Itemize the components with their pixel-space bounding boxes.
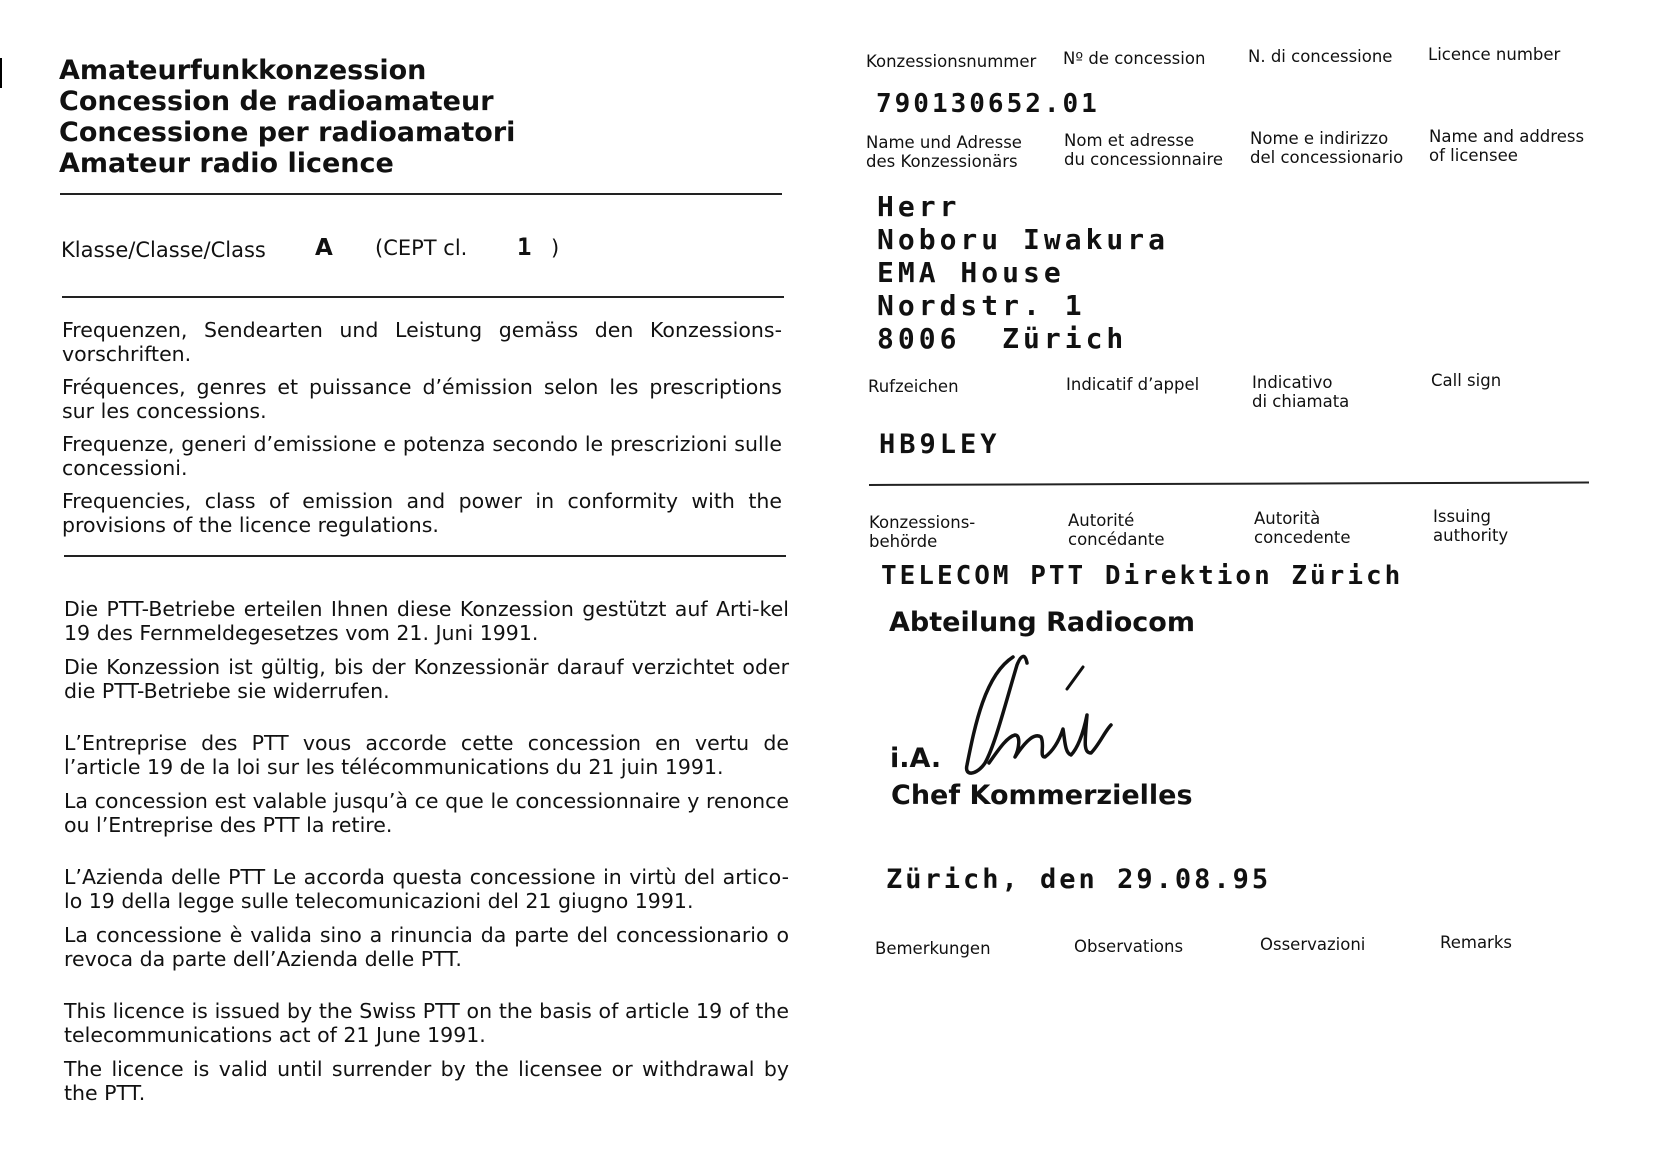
frequency-para-en: Frequencies, class of emission and power in conformity with the provisions of the licence regulations. (62, 489, 782, 537)
class-value: A (315, 235, 333, 261)
legal-para-de-1: Die PTT-Betriebe erteilen Ihnen diese Konzession gestützt auf Arti-kel 19 des Fernmeldegesetzes vom 21. Juni 1991. (64, 597, 789, 645)
legal-para-en-1: This licence is issued by the Swiss PTT on the basis of article 19 of the telecommunications act of 21 June 1991. (64, 999, 789, 1047)
title-german: Amateurfunkkonzession (59, 55, 427, 86)
address-city: 8006 Zürich (877, 322, 1128, 355)
label-konzessionsnummer: Konzessionsnummer (866, 52, 1037, 71)
title-french: Concession de radioamateur (59, 86, 494, 117)
legal-para-it-2: La concessione è valida sino a rinuncia da parte del concessionario o revoca da parte dell’Azienda delle PTT. (64, 923, 789, 971)
frequency-para-it: Frequenze, generi d’emissione e potenza secondo le prescrizioni sulle concessioni. (62, 432, 782, 480)
label-name-address: Name and address of licensee (1429, 127, 1585, 165)
label-rufzeichen: Rufzeichen (868, 377, 959, 396)
title-italian: Concessione per radioamatori (59, 117, 516, 148)
address-salutation: Herr (877, 190, 961, 223)
frequency-para-fr: Fréquences, genres et puissance d’émission selon les prescriptions sur les concessions. (62, 375, 782, 423)
frequency-section (62, 318, 782, 537)
frequency-para-de: Frequenzen, Sendearten und Leistung gemäss den Konzessions-vorschriften. (62, 318, 782, 366)
divider (64, 555, 786, 557)
legal-para-en-2: The licence is valid until surrender by the licensee or withdrawal by the PTT. (64, 1057, 789, 1105)
label-name-adresse: Name und Adresse des Konzessionärs (866, 133, 1022, 171)
divider (60, 193, 782, 195)
title-english: Amateur radio licence (59, 148, 394, 179)
label-no-de-concession: Nº de concession (1063, 49, 1206, 68)
issue-date: Zürich, den 29.08.95 (886, 864, 1272, 895)
cept-value: 1 (517, 233, 532, 261)
legal-para-de-2: Die Konzession ist gültig, bis der Konzessionär darauf verzichtet oder die PTT-Betriebe sie widerrufen. (64, 655, 789, 703)
label-osservazioni: Osservazioni (1260, 935, 1366, 954)
label-nome-indirizzo: Nome e indirizzo del concessionario (1250, 129, 1404, 167)
label-indicativo-chiamata: Indicativo di chiamata (1252, 373, 1350, 411)
label-autorite-concedante: Autorité concédante (1068, 511, 1165, 549)
address-building: EMA House (877, 256, 1065, 289)
department-name: Abteilung Radiocom (889, 607, 1195, 638)
cept-label: (CEPT cl. (375, 236, 468, 260)
class-label: Klasse/Classe/Class (61, 238, 266, 262)
callsign-value: HB9LEY (879, 429, 1001, 460)
divider (62, 296, 784, 298)
signatory-title: Chef Kommerzielles (891, 780, 1193, 811)
label-bemerkungen: Bemerkungen (875, 939, 991, 958)
label-licence-number: Licence number (1428, 45, 1561, 64)
licence-number-value: 790130652.01 (876, 89, 1100, 119)
label-remarks: Remarks (1440, 933, 1512, 952)
ia-label: i.A. (890, 743, 942, 774)
label-n-di-concessione: N. di concessione (1248, 47, 1393, 66)
label-indicatif-appel: Indicatif d’appel (1066, 375, 1200, 394)
legal-para-fr-1: L’Entreprise des PTT vous accorde cette concession en vertu de l’article 19 de la loi sur les télécommunications du 21 juin 1991. (64, 731, 789, 779)
legal-para-it-1: L’Azienda delle PTT Le accorda questa concessione in virtù del artico-lo 19 della legge sulle telecomunicazioni del 21 giugno 1991. (64, 865, 789, 913)
licence-title-block (59, 55, 739, 179)
address-street: Nordstr. 1 (877, 289, 1086, 322)
divider (869, 481, 1589, 486)
label-autorita-concedente: Autorità concedente (1254, 509, 1351, 547)
label-call-sign: Call sign (1431, 371, 1502, 390)
label-observations: Observations (1074, 937, 1184, 956)
legal-para-fr-2: La concession est valable jusqu’à ce que le concessionnaire y renonce ou l’Entreprise des PTT la retire. (64, 789, 789, 837)
label-nom-adresse: Nom et adresse du concessionnaire (1064, 131, 1224, 169)
label-issuing-authority: Issuing authority (1433, 507, 1509, 545)
signature-scribble (955, 645, 1125, 785)
licensee-address (877, 190, 1169, 355)
address-name: Noboru Iwakura (877, 223, 1170, 256)
scan-edge-mark (0, 58, 2, 88)
cept-close: ) (551, 236, 560, 260)
class-row (61, 235, 761, 267)
authority-value: TELECOM PTT Direktion Zürich (881, 561, 1404, 591)
legal-section (64, 597, 789, 1105)
label-konzessionsbehoerde: Konzessions- behörde (869, 513, 976, 551)
